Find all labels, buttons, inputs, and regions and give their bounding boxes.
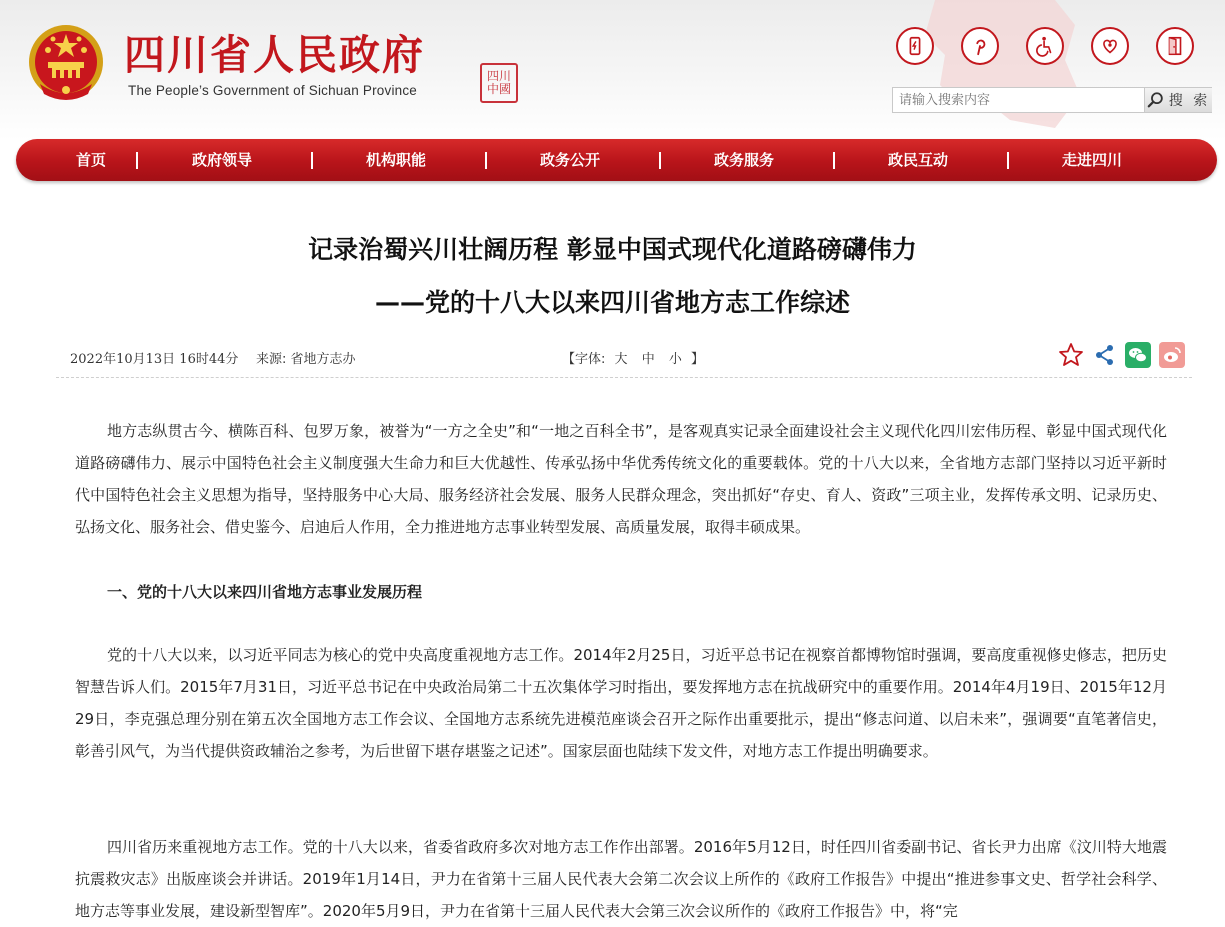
seal-logo: 四川中國: [480, 63, 518, 103]
article-title: 记录治蜀兴川壮阔历程 彰显中国式现代化道路磅礴伟力: [308, 235, 917, 264]
font-size-small[interactable]: 小: [668, 352, 682, 367]
nav-item-disclosure[interactable]: 政务公开: [540, 151, 601, 169]
site-title: 四川省人民政府: [124, 31, 425, 79]
font-size-large[interactable]: 大: [614, 352, 628, 367]
nav-item-leaders[interactable]: 政府领导: [192, 151, 253, 169]
article-paragraph: 四川省历来重视地方志工作。党的十八大以来，省委省政府多次对地方志工作作出部署。2016年5月12日，时任四川省委副书记、省长尹力出席《汶川特大地震抗震救灾志》出版座谈会并讲话。2019年1月14日，尹力在省第十三届人民代表大会第二次会议上所作的《政府工作报告》中提出“推进参事文史、哲学社会科学、地方志等事业发展，建设新型智库”。2020年5月9日，尹力在省第十三届人民代表大会第三次会议所作的《政府工作报告》中，将“完: [75, 838, 1167, 920]
accessibility-icon[interactable]: [1026, 27, 1064, 65]
article-paragraph: 党的十八大以来，以习近平同志为核心的党中央高度重视地方志工作。2014年2月25日，习近平总书记在视察首都博物馆时强调，要高度重视修史修志，把历史智慧告诉人们。2015年7月31日，习近平总书记在中央政治局第二十五次集体学习时指出，要发挥地方志在抗战研究中的重要作用。2014年4月19日、2015年12月29日，李克强总理分别在第五次全国地方志工作会议、全国地方志系统先进模范座谈会召开之际作出重要批示，提出“修志问道、以启未来”，强调要“直笔著信史，彰善引风气，为当代提供资政辅治之参考，为后世留下堪存堪鉴之记述”。国家层面也陆续下发文件，对地方志工作提出明确要求。: [75, 646, 1167, 760]
exit-door-icon[interactable]: [1156, 27, 1194, 65]
nav-separator: [1007, 152, 1009, 169]
article-date: 2022年10月13日 16时44分: [70, 352, 239, 367]
nav-separator: [485, 152, 487, 169]
nav-item-services[interactable]: 政务服务: [714, 151, 775, 169]
search-input[interactable]: [893, 88, 1143, 112]
main-nav: [16, 139, 1217, 181]
nav-separator: [659, 152, 661, 169]
nav-item-sichuan[interactable]: 走进四川: [1062, 151, 1123, 169]
font-size-control: [562, 348, 704, 367]
font-size-suffix: 】: [691, 352, 705, 367]
meta-divider: [56, 377, 1192, 378]
font-size-prefix: 【字体:: [562, 352, 606, 367]
site-header: [0, 0, 1225, 140]
care-mode-icon[interactable]: [1091, 27, 1129, 65]
search-box: [892, 87, 1212, 113]
nav-item-home[interactable]: 首页: [76, 151, 107, 169]
font-size-medium[interactable]: 中: [641, 352, 655, 367]
nav-separator: [136, 152, 138, 169]
nav-separator: [311, 152, 313, 169]
article-paragraph: 地方志纵贯古今、横陈百科、包罗万象，被誉为“一方之全史”和“一地之百科全书”，是客观真实记录全面建设社会主义现代化四川宏伟历程、彰显中国式现代化道路磅礴伟力、展示中国特色社会主义制度强大生命力和巨大优越性、传承弘扬中华优秀传统文化的重要载体。党的十八大以来，全省地方志部门坚持以习近平新时代中国特色社会主义思想为指导，坚持服务中心大局、服务经济社会发展、服务人民群众理念，突出抓好“存史、育人、资政”三项主业，发挥传承文明、记录历史、弘扬文化、服务社会、借史鉴今、启迪后人作用，全力推进地方志事业转型发展、高质量发展，取得丰硕成果。: [75, 422, 1167, 536]
search-button[interactable]: [1144, 88, 1212, 112]
wechat-icon[interactable]: [1125, 342, 1151, 368]
weibo-icon[interactable]: [1159, 342, 1185, 368]
favorite-star-icon[interactable]: [1058, 342, 1084, 368]
article-source: 来源: 省地方志办: [256, 352, 356, 367]
section-heading: 一、党的十八大以来四川省地方志事业发展历程: [107, 583, 423, 601]
share-icon[interactable]: [1092, 342, 1118, 368]
article-subtitle: ——党的十八大以来四川省地方志工作综述: [374, 288, 850, 317]
search-button-label: 搜 索: [1168, 93, 1211, 109]
nav-separator: [833, 152, 835, 169]
pinterest-icon[interactable]: [961, 27, 999, 65]
national-emblem-icon: [26, 22, 106, 104]
site-subtitle: The People’s Government of Sichuan Province: [128, 83, 418, 98]
search-icon: [1147, 91, 1165, 109]
nav-item-interaction[interactable]: 政民互动: [888, 151, 949, 169]
mobile-phone-icon[interactable]: [896, 27, 934, 65]
nav-item-functions[interactable]: 机构职能: [366, 151, 427, 169]
